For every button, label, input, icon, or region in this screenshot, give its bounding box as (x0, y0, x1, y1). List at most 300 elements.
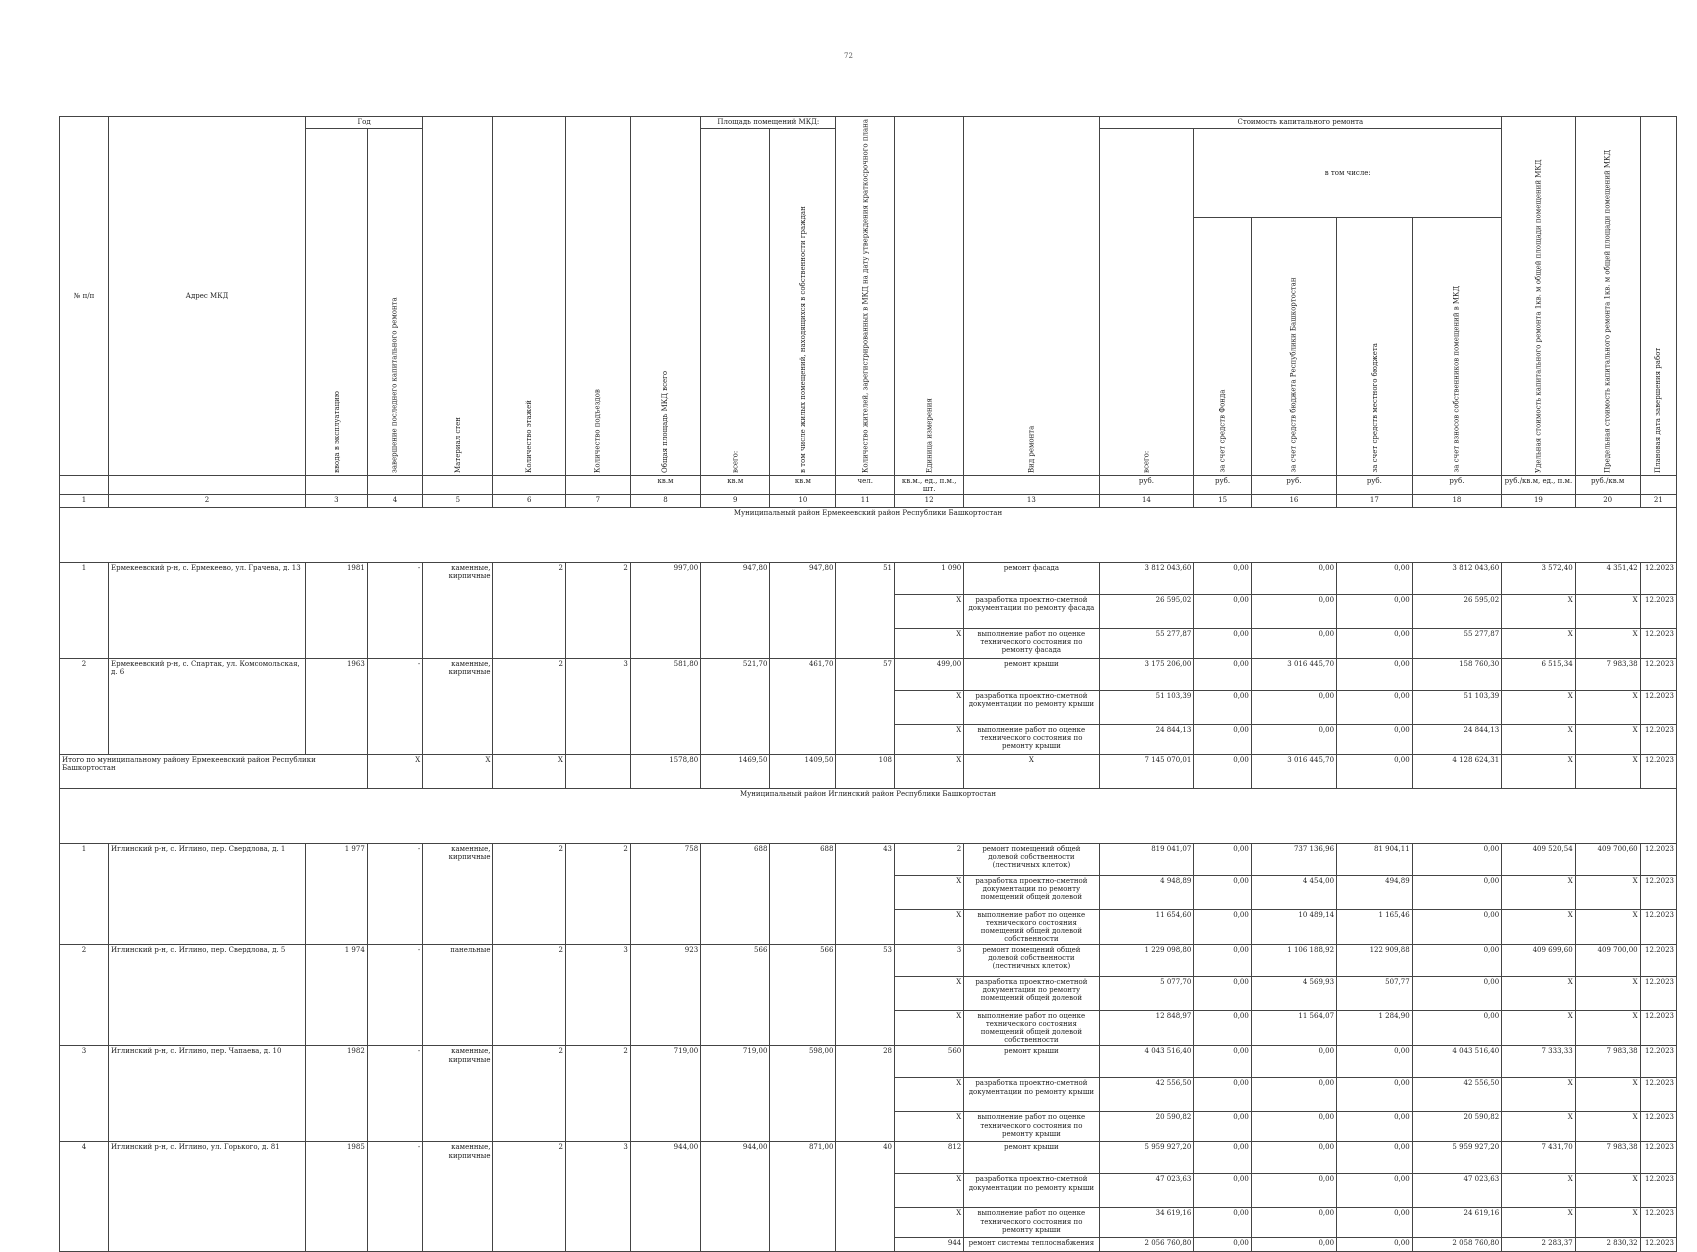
area-residential: 461,70 (770, 659, 836, 755)
column-number: 12 (895, 495, 964, 508)
work-volume: X (895, 629, 964, 659)
cost-fund: 0,00 (1194, 1046, 1252, 1078)
cost-fund: 0,00 (1194, 945, 1252, 977)
cost-owners: 5 959 927,20 (1412, 1142, 1502, 1174)
column-number: 2 (108, 495, 305, 508)
total-area: 758 (630, 844, 700, 945)
max-unit-cost: X (1575, 725, 1640, 755)
end-date: 12.2023 (1640, 1238, 1676, 1252)
max-unit-cost: 409 700,00 (1575, 945, 1640, 977)
cost-fund: 0,00 (1194, 844, 1252, 876)
wall-material: панельные (423, 945, 493, 1046)
header-area-residential: в том числе жилых помещений, находящихся в собственности граждан (770, 129, 836, 476)
table-row (60, 945, 1677, 977)
unit-cost: X (1502, 691, 1575, 725)
work-volume: 944 (895, 1238, 964, 1252)
cost-fund: 0,00 (1194, 910, 1252, 945)
total-total: 1578,80 (630, 755, 700, 789)
column-number: 19 (1502, 495, 1575, 508)
cost-total: 3 812 043,60 (1099, 563, 1194, 595)
unit-cost: 6 515,34 (1502, 659, 1575, 691)
end-date: 12.2023 (1640, 725, 1676, 755)
cost-total: 4 043 516,40 (1099, 1046, 1194, 1078)
column-number: 15 (1194, 495, 1252, 508)
work-type: разработка проектно-сметной документации по ремонту крыши (964, 1078, 1099, 1112)
unit-cell: руб. (1251, 475, 1336, 494)
header-cost-group: Стоимость капитального ремонта (1099, 117, 1502, 129)
unit-cell: кв.м., ед., п.м., шт. (895, 475, 964, 494)
unit-cost: 409 699,60 (1502, 945, 1575, 977)
unit-cell: чел. (836, 475, 895, 494)
cost-owners: 0,00 (1412, 876, 1502, 910)
cost-local: 1 284,90 (1337, 1011, 1413, 1046)
year-last-repair: - (367, 1046, 422, 1142)
end-date: 12.2023 (1640, 1142, 1676, 1174)
work-volume: X (895, 977, 964, 1011)
header-work-type: Вид ремонта (964, 117, 1099, 476)
cost-total: 1 229 098,80 (1099, 945, 1194, 977)
end-date: 12.2023 (1640, 659, 1676, 691)
total-floors: X (493, 755, 565, 789)
cost-total: 20 590,82 (1099, 1112, 1194, 1142)
header-total-area: Общая площадь МКД всего (630, 117, 700, 476)
max-unit-cost: 7 983,38 (1575, 659, 1640, 691)
header-cost-owners: за счет взносов собственников помещений в МКД (1412, 218, 1502, 476)
max-unit-cost: X (1575, 977, 1640, 1011)
unit-cost: X (1502, 1174, 1575, 1208)
column-number: 4 (367, 495, 422, 508)
cost-republic: 0,00 (1251, 1078, 1336, 1112)
area-residential: 598,00 (770, 1046, 836, 1142)
cost-total: 26 595,02 (1099, 595, 1194, 629)
column-number: 10 (770, 495, 836, 508)
cost-local: 122 909,88 (1337, 945, 1413, 977)
cost-fund: 0,00 (1194, 876, 1252, 910)
end-date: 12.2023 (1640, 910, 1676, 945)
column-number: 11 (836, 495, 895, 508)
page-number: 72 (844, 52, 853, 60)
work-volume: X (895, 595, 964, 629)
unit-cell: кв.м (770, 475, 836, 494)
column-number: 21 (1640, 495, 1676, 508)
cost-owners: 4 043 516,40 (1412, 1046, 1502, 1078)
work-volume: X (895, 1208, 964, 1238)
cost-owners: 0,00 (1412, 977, 1502, 1011)
work-type: ремонт помещений общей долевой собственности (лестничных клеток) (964, 945, 1099, 977)
total-area: 923 (630, 945, 700, 1046)
work-volume: X (895, 725, 964, 755)
header-area-group: Площадь помещений МКД: (701, 117, 836, 129)
residents-count: 28 (836, 1046, 895, 1142)
total-uc: X (1502, 755, 1575, 789)
cost-republic: 4 569,93 (1251, 977, 1336, 1011)
header-address: Адрес МКД (108, 117, 305, 476)
cost-total: 12 848,97 (1099, 1011, 1194, 1046)
end-date: 12.2023 (1640, 1011, 1676, 1046)
end-date: 12.2023 (1640, 563, 1676, 595)
work-type: разработка проектно-сметной документации по ремонту крыши (964, 691, 1099, 725)
end-date: 12.2023 (1640, 1208, 1676, 1238)
max-unit-cost: X (1575, 595, 1640, 629)
unit-cell: руб./кв.м (1575, 475, 1640, 494)
total-area: 581,80 (630, 659, 700, 755)
units-row (60, 475, 1677, 494)
cost-republic: 11 564,07 (1251, 1011, 1336, 1046)
cost-local: 0,00 (1337, 659, 1413, 691)
unit-cost: X (1502, 1078, 1575, 1112)
max-unit-cost: X (1575, 1208, 1640, 1238)
header-unit-cost: Удельная стоимость капитального ремонта 1кв. м общей площади помещений МКД (1502, 117, 1575, 476)
work-type: разработка проектно-сметной документации по ремонту помещений общей долевой (964, 977, 1099, 1011)
floors-count: 2 (493, 945, 565, 1046)
cost-owners: 42 556,50 (1412, 1078, 1502, 1112)
unit-cell: руб. (1412, 475, 1502, 494)
cost-local: 0,00 (1337, 691, 1413, 725)
total-people: 108 (836, 755, 895, 789)
cost-fund: 0,00 (1194, 725, 1252, 755)
end-date: 12.2023 (1640, 844, 1676, 876)
unit-cost: X (1502, 977, 1575, 1011)
max-unit-cost: 7 983,38 (1575, 1142, 1640, 1174)
work-type: выполнение работ по оценке технического состояния по ремонту крыши (964, 725, 1099, 755)
year-last-repair: - (367, 563, 422, 659)
unit-cost: X (1502, 876, 1575, 910)
work-volume: 812 (895, 1142, 964, 1174)
header-entrances: Количество подъездов (565, 117, 630, 476)
work-type: ремонт крыши (964, 659, 1099, 691)
column-number: 16 (1251, 495, 1336, 508)
work-volume: 560 (895, 1046, 964, 1078)
column-number: 20 (1575, 495, 1640, 508)
cost-owners: 24 619,16 (1412, 1208, 1502, 1238)
area-residential: 871,00 (770, 1142, 836, 1252)
cost-local: 0,00 (1337, 1208, 1413, 1238)
house-address: Иглинский р-н, с. Иглино, пер. Свердлова, д. 1 (108, 844, 305, 945)
year-last-repair: - (367, 945, 422, 1046)
area-residential: 688 (770, 844, 836, 945)
residents-count: 57 (836, 659, 895, 755)
cost-total: 34 619,16 (1099, 1208, 1194, 1238)
total-label: Итого по муниципальному району Ермекеевский район Республики Башкортостан (60, 755, 368, 789)
end-date: 12.2023 (1640, 1046, 1676, 1078)
total-all: 1469,50 (701, 755, 770, 789)
table-row (60, 844, 1677, 876)
unit-cost: X (1502, 629, 1575, 659)
area-residential: 566 (770, 945, 836, 1046)
year-commission: 1 977 (306, 844, 368, 945)
end-date: 12.2023 (1640, 629, 1676, 659)
max-unit-cost: X (1575, 691, 1640, 725)
cost-fund: 0,00 (1194, 595, 1252, 629)
unit-cost: X (1502, 1208, 1575, 1238)
header-unit: Единица измерения (895, 117, 964, 476)
cost-local: 0,00 (1337, 1046, 1413, 1078)
work-volume: 499,00 (895, 659, 964, 691)
work-type: выполнение работ по оценке технического состояния помещений общей долевой собственности (964, 1011, 1099, 1046)
column-number: 13 (964, 495, 1099, 508)
cost-local: 0,00 (1337, 1142, 1413, 1174)
cost-republic: 0,00 (1251, 563, 1336, 595)
total-fund: 0,00 (1194, 755, 1252, 789)
cost-republic: 3 016 445,70 (1251, 659, 1336, 691)
work-type: ремонт крыши (964, 1142, 1099, 1174)
cost-republic: 0,00 (1251, 1174, 1336, 1208)
floors-count: 2 (493, 844, 565, 945)
cost-total: 5 077,70 (1099, 977, 1194, 1011)
cost-fund: 0,00 (1194, 629, 1252, 659)
house-address: Ермекеевский р-н, с. Спартак, ул. Комсомольская, д. 6 (108, 659, 305, 755)
cost-fund: 0,00 (1194, 563, 1252, 595)
max-unit-cost: X (1575, 1174, 1640, 1208)
cost-owners: 24 844,13 (1412, 725, 1502, 755)
end-date: 12.2023 (1640, 595, 1676, 629)
cost-republic: 0,00 (1251, 1142, 1336, 1174)
house-address: Иглинский р-н, с. Иглино, пер. Чапаева, д. 10 (108, 1046, 305, 1142)
end-date: 12.2023 (1640, 1078, 1676, 1112)
header-year-last-repair: завершение последнего капитального ремонта (367, 129, 422, 476)
row-number: 1 (60, 844, 109, 945)
cost-local: 0,00 (1337, 725, 1413, 755)
total-cost: 7 145 070,01 (1099, 755, 1194, 789)
cost-owners: 0,00 (1412, 945, 1502, 977)
cost-republic: 10 489,14 (1251, 910, 1336, 945)
floors-count: 2 (493, 659, 565, 755)
cost-total: 11 654,60 (1099, 910, 1194, 945)
cost-fund: 0,00 (1194, 1011, 1252, 1046)
work-volume: X (895, 910, 964, 945)
year-commission: 1981 (306, 563, 368, 659)
table-row (60, 1142, 1677, 1174)
max-unit-cost: X (1575, 876, 1640, 910)
cost-fund: 0,00 (1194, 659, 1252, 691)
cost-total: 47 023,63 (1099, 1174, 1194, 1208)
cost-local: 0,00 (1337, 563, 1413, 595)
work-volume: X (895, 691, 964, 725)
cost-owners: 0,00 (1412, 1011, 1502, 1046)
unit-cost: X (1502, 910, 1575, 945)
wall-material: каменные, кирпичные (423, 844, 493, 945)
year-last-repair: - (367, 844, 422, 945)
total-last: X (367, 755, 422, 789)
max-unit-cost: X (1575, 1011, 1640, 1046)
work-type: ремонт крыши (964, 1046, 1099, 1078)
row-number: 1 (60, 563, 109, 659)
header-no: № п/п (60, 117, 109, 476)
unit-cost: 3 572,40 (1502, 563, 1575, 595)
cost-total: 42 556,50 (1099, 1078, 1194, 1112)
row-number: 3 (60, 1046, 109, 1142)
header-floors: Количество этажей (493, 117, 565, 476)
wall-material: каменные, кирпичные (423, 563, 493, 659)
header-cost-fund: за счет средств Фонда (1194, 218, 1252, 476)
cost-owners: 2 058 760,80 (1412, 1238, 1502, 1252)
wall-material: каменные, кирпичные (423, 1046, 493, 1142)
total-owners: 4 128 624,31 (1412, 755, 1502, 789)
max-unit-cost: 409 700,60 (1575, 844, 1640, 876)
area-residential: 947,80 (770, 563, 836, 659)
cost-total: 4 948,89 (1099, 876, 1194, 910)
max-unit-cost: X (1575, 910, 1640, 945)
end-date: 12.2023 (1640, 945, 1676, 977)
residents-count: 51 (836, 563, 895, 659)
total-material: X (423, 755, 493, 789)
entrances-count: 3 (565, 945, 630, 1046)
cost-local: 0,00 (1337, 1078, 1413, 1112)
capital-repair-table (59, 116, 1677, 1252)
header-incl: в том числе: (1194, 129, 1502, 218)
unit-cell: руб. (1194, 475, 1252, 494)
year-last-repair: - (367, 659, 422, 755)
end-date: 12.2023 (1640, 1174, 1676, 1208)
entrances-count: 2 (565, 844, 630, 945)
area-all: 719,00 (701, 1046, 770, 1142)
cost-local: 0,00 (1337, 1174, 1413, 1208)
cost-local: 494,89 (1337, 876, 1413, 910)
column-number: 14 (1099, 495, 1194, 508)
wall-material: каменные, кирпичные (423, 1142, 493, 1252)
work-type: разработка проектно-сметной документации по ремонту помещений общей долевой (964, 876, 1099, 910)
cost-owners: 158 760,30 (1412, 659, 1502, 691)
total-date: 12.2023 (1640, 755, 1676, 789)
column-number: 8 (630, 495, 700, 508)
cost-local: 507,77 (1337, 977, 1413, 1011)
entrances-count: 2 (565, 1046, 630, 1142)
cost-fund: 0,00 (1194, 977, 1252, 1011)
end-date: 12.2023 (1640, 876, 1676, 910)
residents-count: 53 (836, 945, 895, 1046)
year-commission: 1963 (306, 659, 368, 755)
work-volume: X (895, 876, 964, 910)
work-volume: X (895, 1174, 964, 1208)
year-commission: 1 974 (306, 945, 368, 1046)
unit-cost: 409 520,54 (1502, 844, 1575, 876)
house-address: Иглинский р-н, с. Иглино, пер. Свердлова, д. 5 (108, 945, 305, 1046)
work-type: ремонт системы теплоснабжения (964, 1238, 1099, 1252)
cost-republic: 0,00 (1251, 629, 1336, 659)
cost-local: 0,00 (1337, 1238, 1413, 1252)
total-area: 719,00 (630, 1046, 700, 1142)
floors-count: 2 (493, 1046, 565, 1142)
house-address: Ермекеевский р-н, с. Ермекеево, ул. Грачева, д. 13 (108, 563, 305, 659)
max-unit-cost: X (1575, 629, 1640, 659)
unit-cell: руб. (1099, 475, 1194, 494)
total-area: 997,00 (630, 563, 700, 659)
header-area-all: всего: (701, 129, 770, 476)
column-number: 18 (1412, 495, 1502, 508)
column-number: 6 (493, 495, 565, 508)
cost-local: 0,00 (1337, 629, 1413, 659)
column-numbers-row (60, 495, 1677, 508)
work-type: выполнение работ по оценке технического состояния по ремонту крыши (964, 1112, 1099, 1142)
unit-cost: X (1502, 595, 1575, 629)
cost-owners: 20 590,82 (1412, 1112, 1502, 1142)
work-volume: 2 (895, 844, 964, 876)
floors-count: 2 (493, 1142, 565, 1252)
cost-republic: 0,00 (1251, 595, 1336, 629)
entrances-count: 2 (565, 563, 630, 659)
column-number: 7 (565, 495, 630, 508)
column-number: 17 (1337, 495, 1413, 508)
column-number: 3 (306, 495, 368, 508)
cost-owners: 55 277,87 (1412, 629, 1502, 659)
work-type: разработка проектно-сметной документации по ремонту фасада (964, 595, 1099, 629)
cost-total: 819 041,07 (1099, 844, 1194, 876)
max-unit-cost: 4 351,42 (1575, 563, 1640, 595)
year-last-repair: - (367, 1142, 422, 1252)
cost-republic: 737 136,96 (1251, 844, 1336, 876)
total-mc: X (1575, 755, 1640, 789)
cost-republic: 0,00 (1251, 691, 1336, 725)
cost-republic: 0,00 (1251, 1046, 1336, 1078)
work-type: ремонт помещений общей долевой собственности (лестничных клеток) (964, 844, 1099, 876)
area-all: 944,00 (701, 1142, 770, 1252)
row-number: 4 (60, 1142, 109, 1252)
work-volume: 3 (895, 945, 964, 977)
work-type: разработка проектно-сметной документации по ремонту крыши (964, 1174, 1099, 1208)
header-cost-total: всего: (1099, 129, 1194, 476)
work-type: выполнение работ по оценке технического состояния по ремонту крыши (964, 1208, 1099, 1238)
cost-owners: 51 103,39 (1412, 691, 1502, 725)
cost-local: 0,00 (1337, 1112, 1413, 1142)
cost-owners: 3 812 043,60 (1412, 563, 1502, 595)
total-work: X (964, 755, 1099, 789)
column-number: 5 (423, 495, 493, 508)
cost-fund: 0,00 (1194, 1112, 1252, 1142)
year-commission: 1985 (306, 1142, 368, 1252)
header-residents: Количество жителей, зарегистрированных в МКД на дату утверждения краткосрочного плана (836, 117, 895, 476)
unit-cell: кв.м (701, 475, 770, 494)
section-title-row (60, 508, 1677, 563)
residents-count: 43 (836, 844, 895, 945)
cost-fund: 0,00 (1194, 691, 1252, 725)
cost-republic: 0,00 (1251, 1208, 1336, 1238)
area-all: 566 (701, 945, 770, 1046)
cost-republic: 4 454,00 (1251, 876, 1336, 910)
row-number: 2 (60, 945, 109, 1046)
house-address: Иглинский р-н, с. Иглино, ул. Горького, д. 81 (108, 1142, 305, 1252)
cost-owners: 47 023,63 (1412, 1174, 1502, 1208)
column-number: 1 (60, 495, 109, 508)
max-unit-cost: X (1575, 1112, 1640, 1142)
cost-republic: 0,00 (1251, 1238, 1336, 1252)
column-number: 9 (701, 495, 770, 508)
work-volume: 1 090 (895, 563, 964, 595)
end-date: 12.2023 (1640, 1112, 1676, 1142)
work-volume: X (895, 1078, 964, 1112)
unit-cost: 7 333,33 (1502, 1046, 1575, 1078)
unit-cell: кв.м (630, 475, 700, 494)
total-unit: X (895, 755, 964, 789)
cost-republic: 1 106 188,92 (1251, 945, 1336, 977)
total-empty (565, 755, 630, 789)
cost-republic: 0,00 (1251, 1112, 1336, 1142)
cost-total: 24 844,13 (1099, 725, 1194, 755)
table-row (60, 563, 1677, 595)
cost-owners: 0,00 (1412, 844, 1502, 876)
cost-fund: 0,00 (1194, 1078, 1252, 1112)
cost-fund: 0,00 (1194, 1174, 1252, 1208)
section-title-row (60, 789, 1677, 844)
table-row (60, 1046, 1677, 1078)
table-row (60, 659, 1677, 691)
wall-material: каменные, кирпичные (423, 659, 493, 755)
header-cost-republic: за счет средств бюджета Республики Башкортостан (1251, 218, 1336, 476)
cost-local: 81 904,11 (1337, 844, 1413, 876)
unit-cost: 7 431,70 (1502, 1142, 1575, 1174)
cost-total: 3 175 206,00 (1099, 659, 1194, 691)
floors-count: 2 (493, 563, 565, 659)
header-max-cost: Предельная стоимость капитального ремонта 1кв. м общей площади помещений МКД (1575, 117, 1640, 476)
